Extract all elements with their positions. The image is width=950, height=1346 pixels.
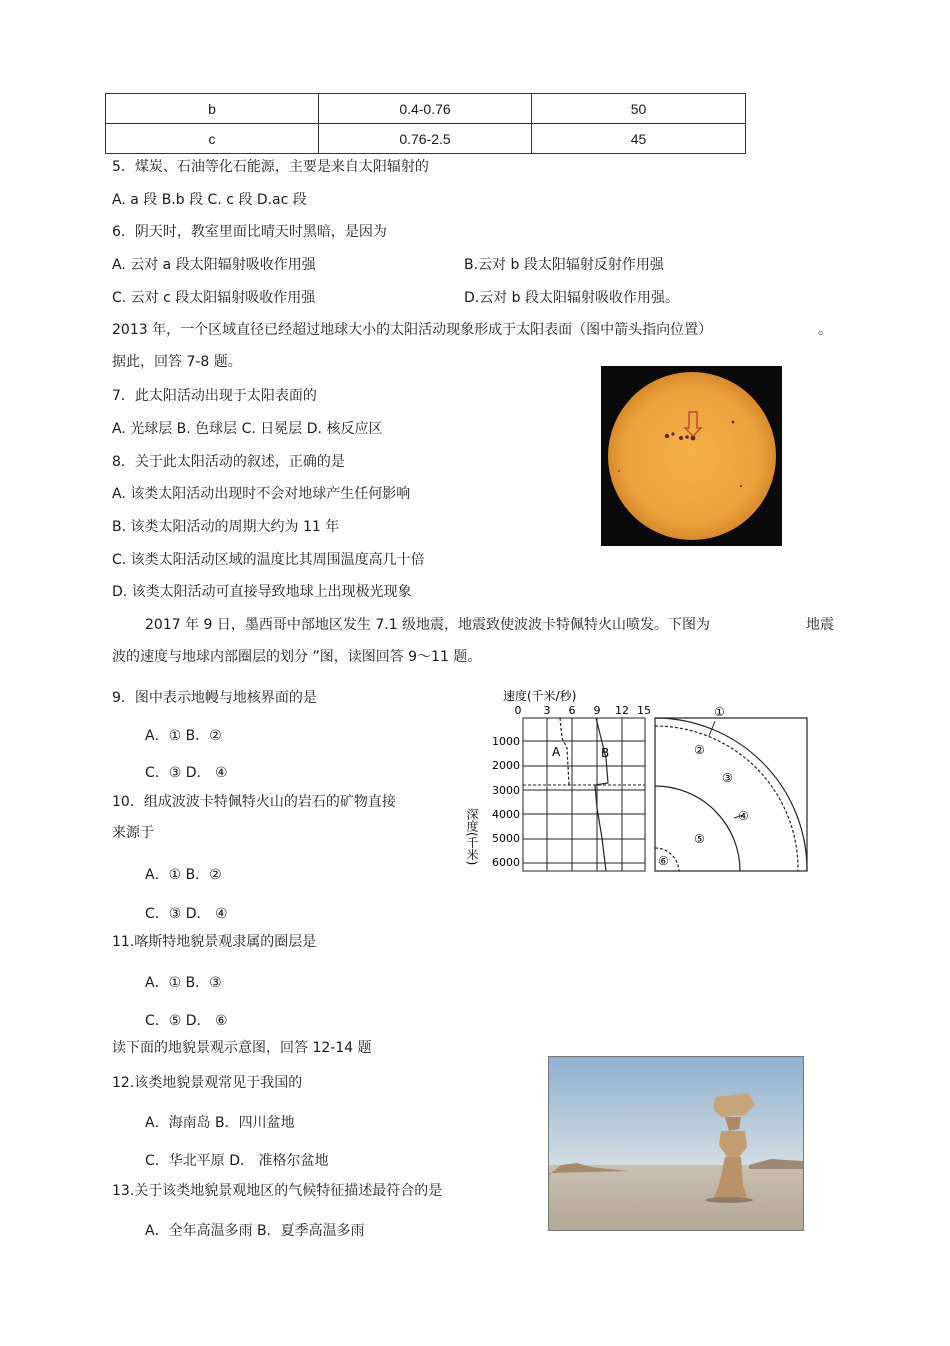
question-8-option-b: B. 该类太阳活动的周期大约为 11 年 xyxy=(112,519,340,535)
intro-9-11-line1-end: 地震 xyxy=(806,617,834,633)
question-8-option-c: C. 该类太阳活动区域的温度比其周围温度高几十倍 xyxy=(112,552,425,568)
question-6-option-d: D.云对 b 段太阳辐射吸收作用强。 xyxy=(464,290,680,306)
table-cell: 0.4-0.76 xyxy=(319,94,532,124)
question-6-option-c: C. 云对 c 段太阳辐射吸收作用强 xyxy=(112,290,316,306)
question-10-options-cd: C．③ D． ④ xyxy=(145,906,228,922)
intro-7-8-line2: 据此，回答 7-8 题。 xyxy=(112,354,242,370)
question-11-options-ab: A．① B．③ xyxy=(145,975,222,991)
intro-7-8-line1: 2013 年，一个区域直径已经超过地球大小的太阳活动现象形成于太阳表面（图中箭头指向位置） xyxy=(112,322,713,338)
question-9-options-ab: A．① B．② xyxy=(145,728,222,744)
wave-a-line xyxy=(560,718,569,785)
question-10-options-ab: A．① B．② xyxy=(145,867,222,883)
question-6-option-a: A. 云对 a 段太阳辐射吸收作用强 xyxy=(112,257,316,273)
question-9: 9．图中表示地幔与地核界面的是 xyxy=(112,690,317,706)
y-tick-label: 3000 xyxy=(492,784,520,797)
wave-a-label: A xyxy=(552,745,561,759)
radiation-table xyxy=(105,93,746,154)
question-8-option-d: D. 该类太阳活动可直接导致地球上出现极光现象 xyxy=(112,584,412,600)
question-5: 5．煤炭、石油等化石能源，主要是来自太阳辐射的 xyxy=(112,159,429,175)
diagram-title: 速度(千米/秒) xyxy=(503,689,577,703)
x-tick-label: 15 xyxy=(637,704,651,717)
question-6: 6．阴天时，教室里面比晴天时黑暗，是因为 xyxy=(112,224,387,240)
seismic-wave-diagram xyxy=(465,688,813,883)
y-tick-label: 5000 xyxy=(492,832,520,845)
layer-label-3: ③ xyxy=(722,771,733,785)
x-tick-label: 12 xyxy=(615,704,629,717)
yardang-photo-icon xyxy=(549,1057,803,1230)
x-tick-label: 3 xyxy=(543,704,551,717)
table-cell: c xyxy=(106,124,319,154)
question-10-line2: 来源于 xyxy=(112,825,154,841)
question-5-options: A. a 段 B.b 段 C. c 段 D.ac 段 xyxy=(112,192,307,208)
layer-label-2: ② xyxy=(694,743,705,757)
y-tick-label: 6000 xyxy=(492,856,520,869)
layer-label-5: ⑤ xyxy=(694,832,705,846)
intro-7-8-line1-end: 。 xyxy=(818,322,832,338)
wave-b-label: B xyxy=(601,746,610,760)
table-cell: 45 xyxy=(532,124,746,154)
layer-label-6: ⑥ xyxy=(658,854,669,868)
table-cell: 50 xyxy=(532,94,746,124)
question-8: 8．关于此太阳活动的叙述，正确的是 xyxy=(112,454,345,470)
intro-9-11-line2: 波的速度与地球内部圈层的划分 ”图，读图回答 9～11 题。 xyxy=(112,649,482,665)
question-10-line1: 10．组成波波卡特佩特火山的岩石的矿物直接 xyxy=(112,794,396,810)
intro-9-11-line1: 2017 年 9 日，墨西哥中部地区发生 7.1 级地震，地震致使波波卡特佩特火山喷发。下图为 xyxy=(145,617,711,633)
question-13-options-ab: A．全年高温多雨 B．夏季高温多雨 xyxy=(145,1223,365,1239)
depth-axis-label: 深度(千米) xyxy=(465,808,479,866)
y-tick-label: 2000 xyxy=(492,759,520,772)
question-7-options: A. 光球层 B. 色球层 C. 日冕层 D. 核反应区 xyxy=(112,421,383,437)
layer-label-1: ① xyxy=(714,705,725,719)
table-row xyxy=(106,124,746,154)
question-9-options-cd: C．③ D． ④ xyxy=(145,765,228,781)
x-tick-label: 9 xyxy=(593,704,601,717)
question-12-options-cd: C．华北平原 D． 准格尔盆地 xyxy=(145,1153,329,1169)
sun-image xyxy=(601,366,782,546)
question-12-options-ab: A．海南岛 B．四川盆地 xyxy=(145,1115,295,1131)
x-tick-label: 0 xyxy=(514,704,522,717)
question-13: 13.关于该类地貌景观地区的气候特征描述最符合的是 xyxy=(112,1183,443,1199)
table-row xyxy=(106,94,746,124)
table-cell: b xyxy=(106,94,319,124)
question-12: 12.该类地貌景观常见于我国的 xyxy=(112,1075,303,1091)
table-cell: 0.76-2.5 xyxy=(319,124,532,154)
question-8-option-a: A. 该类太阳活动出现时不会对地球产生任何影响 xyxy=(112,486,411,502)
question-11: 11.喀斯特地貌景观隶属的圈层是 xyxy=(112,934,317,950)
y-tick-label: 4000 xyxy=(492,808,520,821)
intro-12-14: 读下面的地貌景观示意图，回答 12-14 题 xyxy=(112,1040,372,1056)
question-7: 7．此太阳活动出现于太阳表面的 xyxy=(112,388,317,404)
desert-landform-image xyxy=(548,1056,804,1231)
y-tick-label: 1000 xyxy=(492,735,520,748)
x-tick-label: 6 xyxy=(568,704,576,717)
question-6-option-b: B.云对 b 段太阳辐射反射作用强 xyxy=(464,257,664,273)
question-11-options-cd: C．⑤ D． ⑥ xyxy=(145,1013,228,1029)
sun-photo-icon xyxy=(601,366,782,546)
layer-label-4: ④ xyxy=(738,809,749,823)
